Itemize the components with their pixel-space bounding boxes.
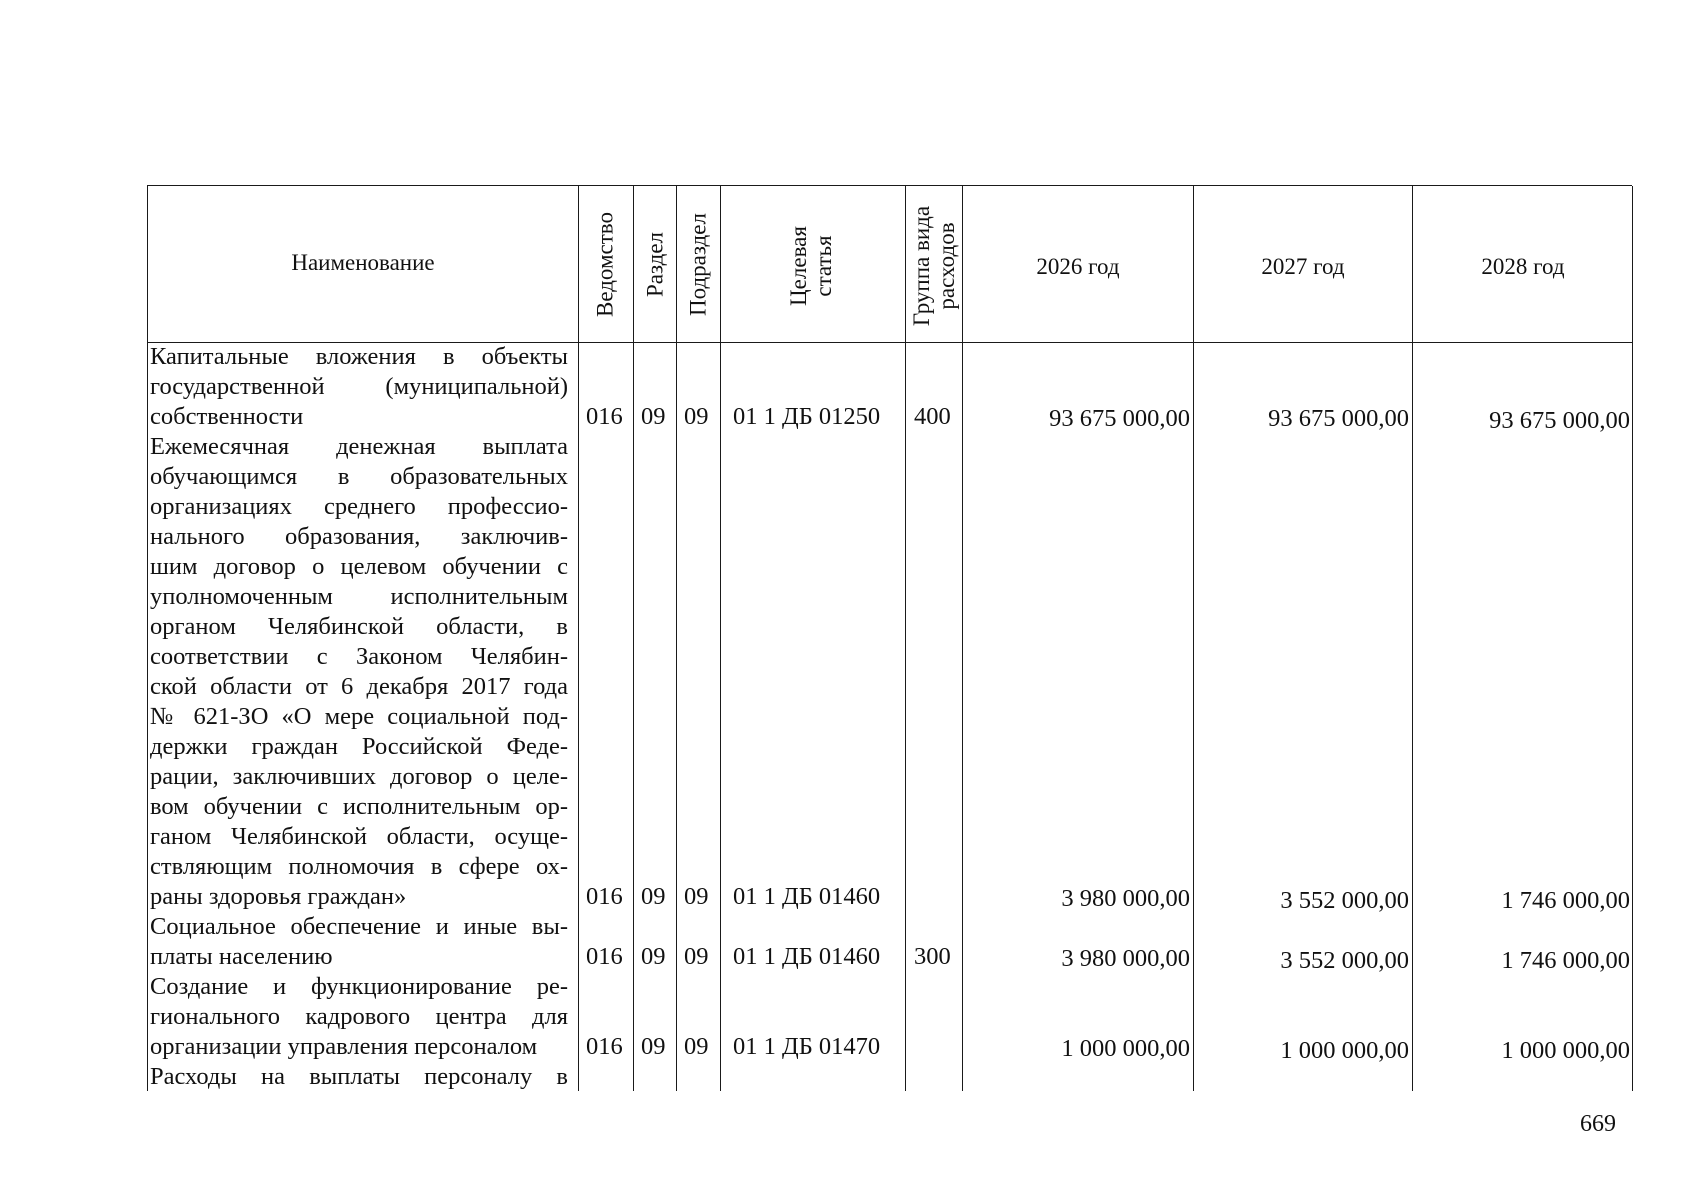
header-podrazdel: Подраздел — [685, 213, 711, 316]
header-gruppa-line1: Группа вида — [909, 205, 934, 327]
row-4-name-line-3: организации управления персоналом — [150, 1033, 538, 1060]
row-1-name-line-2: государственной (муниципальной) — [150, 373, 568, 400]
row-1-gruppa: 400 — [914, 403, 951, 430]
row-3-podrazdel: 09 — [684, 943, 709, 970]
row-2-name-line-14: ганом Челябинской области, осуще- — [150, 823, 568, 850]
col-line-name — [578, 186, 579, 1091]
row-1-name-line-3: собственности — [150, 403, 304, 430]
header-celevaya-line2: статья — [811, 235, 836, 297]
row-2-podrazdel: 09 — [684, 883, 709, 910]
row-1-2027: 93 675 000,00 — [1268, 405, 1409, 432]
row-1-ved: 016 — [586, 403, 623, 430]
col-line-razdel — [676, 186, 677, 1091]
row-2-name-line-15: ствляющим полномочия в сфере ох- — [150, 853, 568, 880]
table-top-border — [147, 185, 1632, 186]
header-2027: 2027 год — [1261, 254, 1345, 279]
row-3-ved: 016 — [586, 943, 623, 970]
row-1-2028: 93 675 000,00 — [1489, 407, 1630, 434]
row-4-podrazdel: 09 — [684, 1033, 709, 1060]
header-2026: 2026 год — [1036, 254, 1120, 279]
row-2-razdel: 09 — [641, 883, 666, 910]
row-2-name-line-13: вом обучении с исполнительным ор- — [150, 793, 568, 820]
row-3-name-line-1: Социальное обеспечение и иные вы- — [150, 913, 568, 940]
row-2-name-line-16: раны здоровья граждан» — [150, 883, 407, 910]
row-2-name-line-9: ской области от 6 декабря 2017 года — [150, 673, 568, 700]
col-line-2027 — [1412, 186, 1413, 1091]
header-2028: 2028 год — [1481, 254, 1565, 279]
header-name: Наименование — [291, 250, 435, 275]
col-line-gruppa — [962, 186, 963, 1091]
row-4-celevaya: 01 1 ДБ 01470 — [733, 1033, 881, 1060]
row-4-ved: 016 — [586, 1033, 623, 1060]
row-2-name-line-4: нального образования, заключив- — [150, 523, 568, 550]
row-4-2026: 1 000 000,00 — [1061, 1035, 1190, 1062]
row-1-name-line-1: Капитальные вложения в объекты — [150, 343, 568, 370]
row-2-ved: 016 — [586, 883, 623, 910]
row-2-2028: 1 746 000,00 — [1501, 887, 1630, 914]
row-4-name-line-1: Создание и функционирование ре- — [150, 973, 568, 1000]
row-2-2027: 3 552 000,00 — [1280, 887, 1409, 914]
row-1-podrazdel: 09 — [684, 403, 709, 430]
row-2-name-line-8: соответствии с Законом Челябин- — [150, 643, 568, 670]
row-2-name-line-7: органом Челябинской области, в — [150, 613, 568, 640]
row-4-2028: 1 000 000,00 — [1501, 1037, 1630, 1064]
row-2-name-line-6: уполномоченным исполнительным — [150, 583, 568, 610]
row-1-name — [150, 342, 568, 432]
col-line-right — [1632, 186, 1633, 1091]
row-5-name — [150, 1062, 568, 1092]
row-4-2027: 1 000 000,00 — [1280, 1037, 1409, 1064]
header-gruppa-line2: расходов — [934, 222, 959, 310]
row-2-name — [150, 432, 568, 912]
row-3-name-line-2: платы населению — [150, 943, 333, 970]
row-2-name-line-10: № 621-ЗО «О мере социальной под- — [150, 703, 568, 730]
row-2-celevaya: 01 1 ДБ 01460 — [733, 883, 881, 910]
row-5-name-line-1: Расходы на выплаты персоналу в — [150, 1063, 568, 1090]
col-line-podrazdel — [720, 186, 721, 1091]
col-line-ved — [633, 186, 634, 1091]
header-gruppa — [909, 196, 961, 336]
row-3-name — [150, 912, 568, 972]
row-4-name — [150, 972, 568, 1062]
row-1-2026: 93 675 000,00 — [1049, 405, 1190, 432]
row-2-name-line-1: Ежемесячная денежная выплата — [150, 433, 568, 460]
row-2-2026: 3 980 000,00 — [1061, 885, 1190, 912]
header-celevaya — [786, 206, 838, 326]
row-2-name-line-11: держки граждан Российской Феде- — [150, 733, 568, 760]
row-2-name-line-12: рации, заключивших договор о целе- — [150, 763, 568, 790]
row-4-razdel: 09 — [641, 1033, 666, 1060]
row-3-razdel: 09 — [641, 943, 666, 970]
row-2-name-line-3: организациях среднего профессио- — [150, 493, 568, 520]
page-number: 669 — [1580, 1111, 1616, 1137]
col-line-celevaya — [905, 186, 906, 1091]
row-3-2028: 1 746 000,00 — [1501, 947, 1630, 974]
row-1-celevaya: 01 1 ДБ 01250 — [733, 403, 881, 430]
row-2-name-line-5: шим договор о целевом обучении с — [150, 553, 568, 580]
row-3-2027: 3 552 000,00 — [1280, 947, 1409, 974]
row-4-name-line-2: гионального кадрового центра для — [150, 1003, 568, 1030]
row-1-razdel: 09 — [641, 403, 666, 430]
row-2-name-line-2: обучающимся в образовательных — [150, 463, 568, 490]
header-celevaya-line1: Целевая — [786, 226, 811, 306]
col-line-left — [147, 186, 148, 1091]
header-razdel: Раздел — [642, 231, 668, 298]
header-vedomstvo: Ведомство — [592, 211, 618, 318]
row-3-celevaya: 01 1 ДБ 01460 — [733, 943, 881, 970]
row-3-gruppa: 300 — [914, 943, 951, 970]
row-3-2026: 3 980 000,00 — [1061, 945, 1190, 972]
